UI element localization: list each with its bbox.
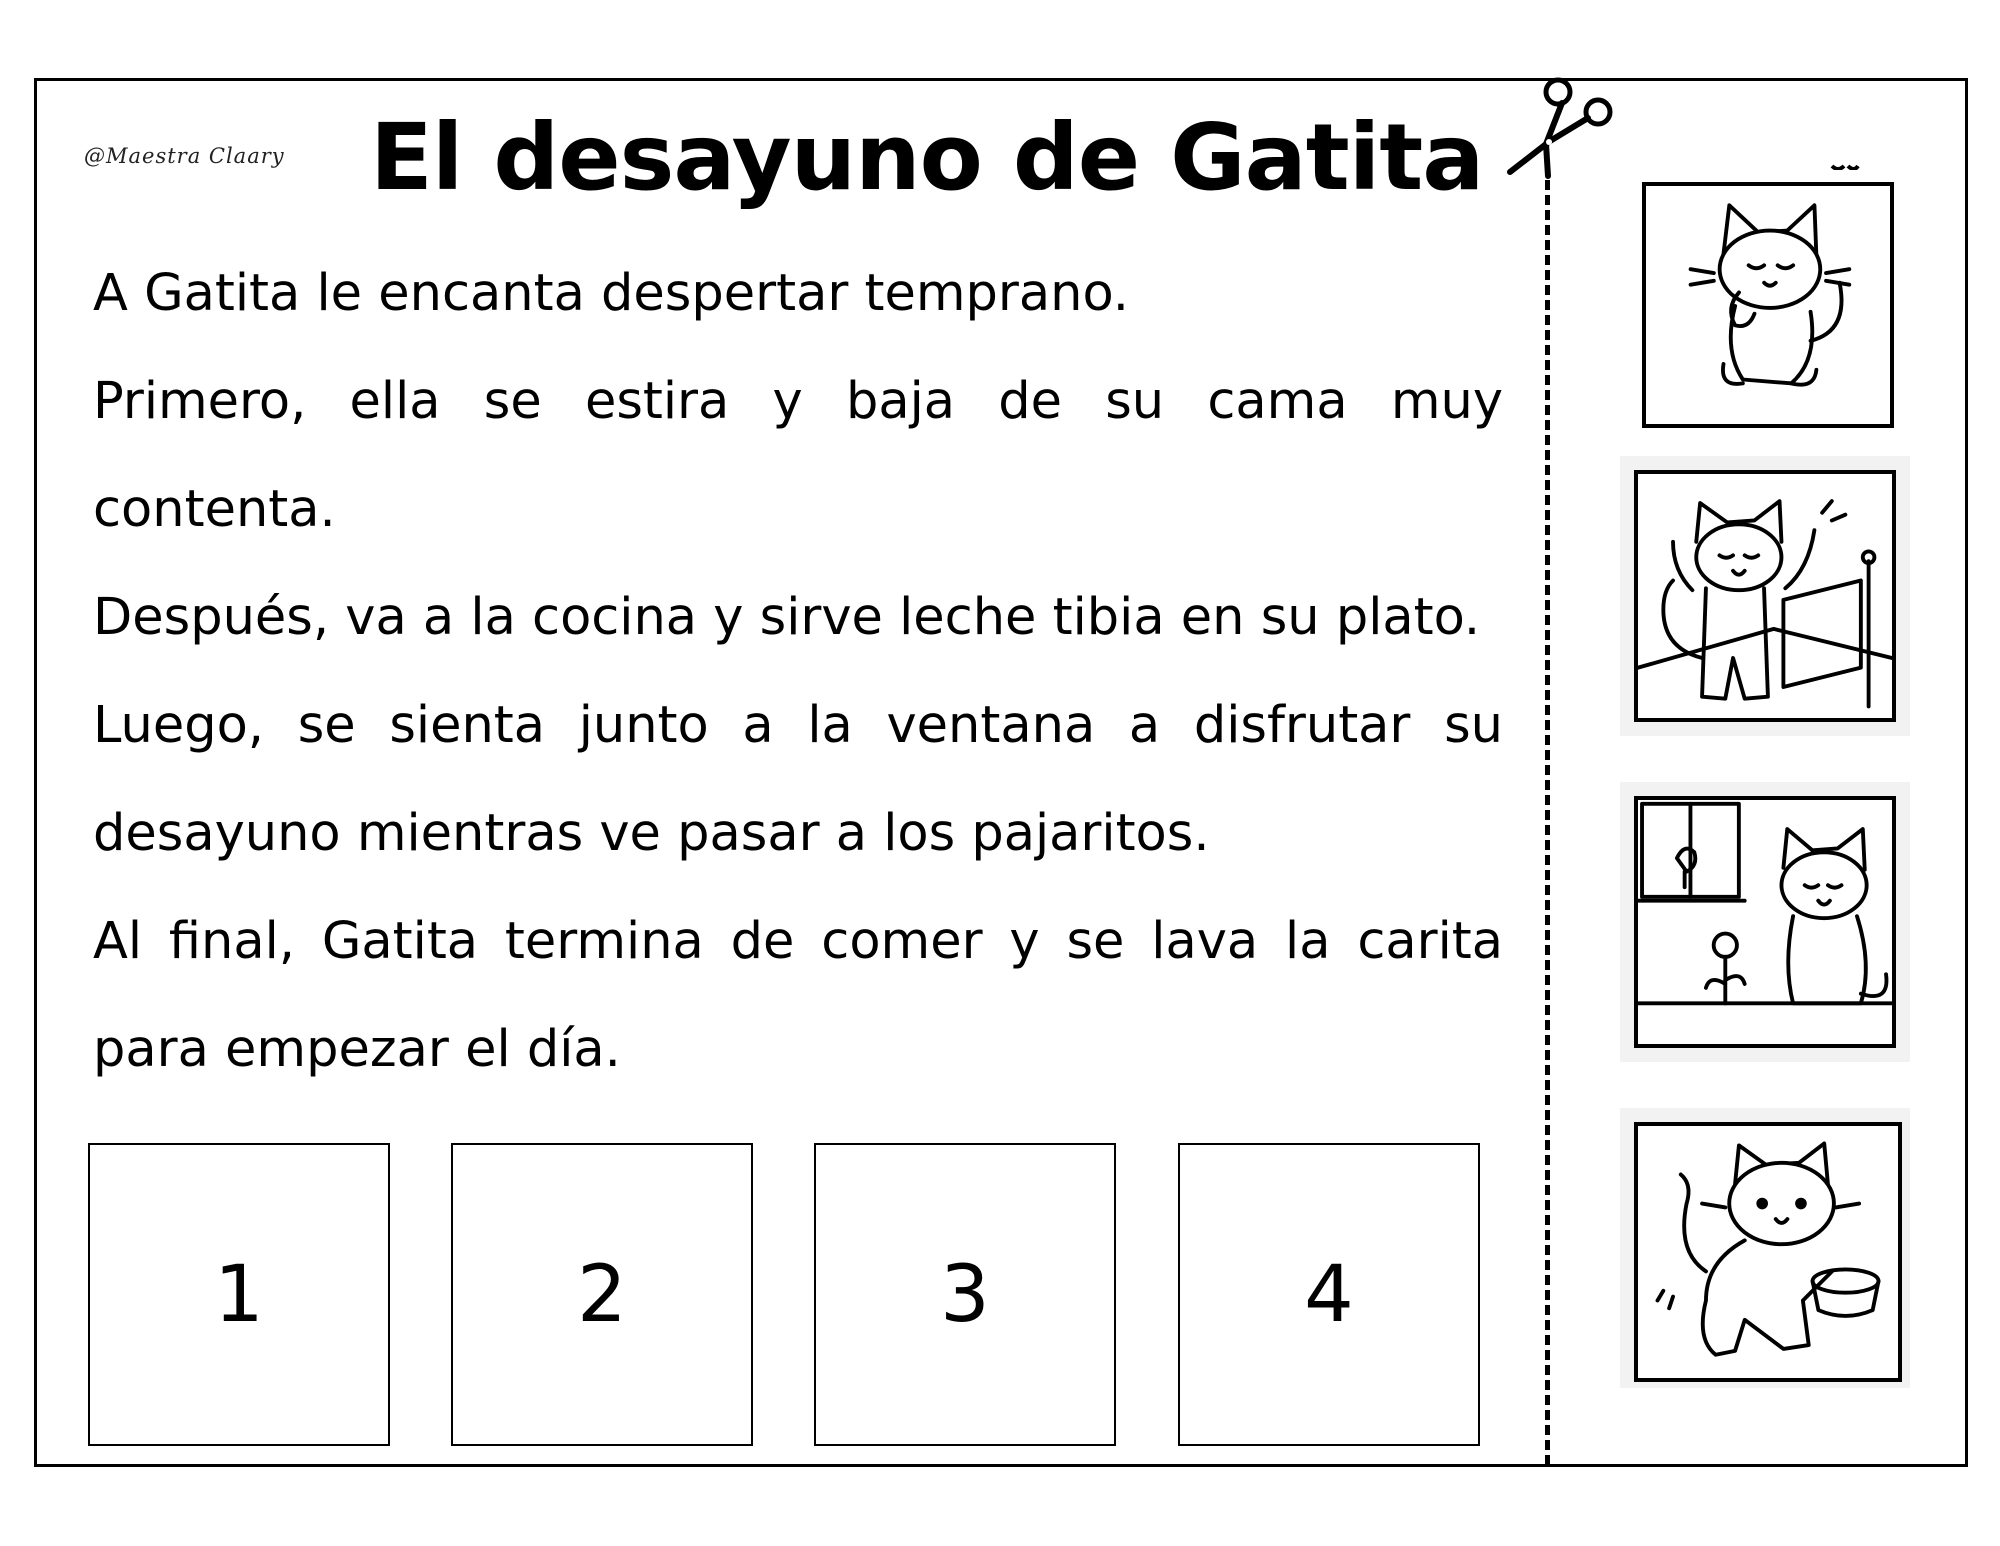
answer-boxes bbox=[88, 1143, 1480, 1446]
story-line: desayuno mientras ve pasar a los pajaritos. bbox=[93, 804, 1210, 863]
story-line: Después, va a la cocina y sirve leche tibia en su plato. bbox=[93, 588, 1481, 647]
story-line: Luego, se sienta junto a la ventana a disfrutar su bbox=[93, 696, 1503, 755]
story-line: Al final, Gatita termina de comer y se lava la carita bbox=[93, 912, 1503, 971]
card-cat-washing-face[interactable] bbox=[1620, 170, 1910, 450]
scissors-icon bbox=[1500, 76, 1620, 186]
card-cat-waking-up[interactable] bbox=[1620, 456, 1910, 736]
story-text bbox=[93, 240, 1503, 1104]
answer-box-1[interactable]: 1 bbox=[88, 1143, 390, 1446]
page-title: El desayuno de Gatita bbox=[370, 104, 1484, 211]
cat-washing-face-picture bbox=[1646, 186, 1890, 424]
card-cat-with-milk-bowl[interactable] bbox=[1620, 1108, 1910, 1388]
story-line: A Gatita le encanta despertar temprano. bbox=[93, 264, 1129, 323]
answer-box-3[interactable]: 3 bbox=[814, 1143, 1116, 1446]
card-cat-at-window[interactable] bbox=[1620, 782, 1910, 1062]
story-line: contenta. bbox=[93, 480, 336, 539]
author-credit: @Maestra Claary bbox=[84, 144, 285, 168]
answer-box-4[interactable]: 4 bbox=[1178, 1143, 1480, 1446]
story-line: para empezar el día. bbox=[93, 1020, 621, 1079]
story-line: Primero, ella se estira y baja de su cama muy bbox=[93, 372, 1503, 431]
cat-at-window-picture bbox=[1638, 800, 1892, 1044]
cat-with-milk-bowl-picture bbox=[1638, 1126, 1898, 1378]
cut-line bbox=[1545, 180, 1550, 1465]
answer-box-2[interactable]: 2 bbox=[451, 1143, 753, 1446]
cat-waking-up-picture bbox=[1638, 474, 1892, 718]
